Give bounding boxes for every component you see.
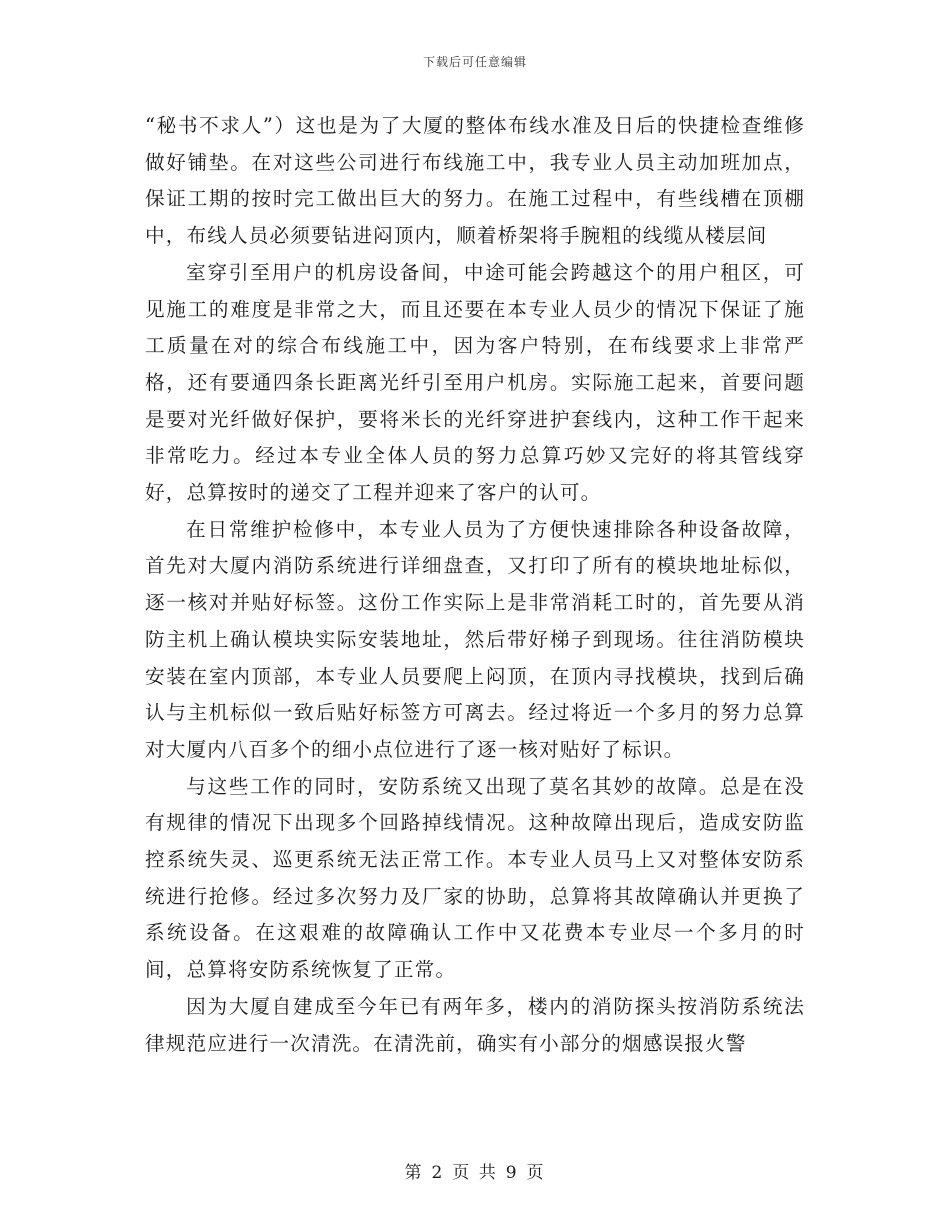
paragraph: “秘书不求人”）这也是为了大厦的整体布线水准及日后的快捷检查维修做好铺垫。在对这些公司进行布线施工中，我专业人员主动加班加点，保证工期的按时完工做出巨大的努力。在施工过程中，有些线槽在顶棚中，布线人员必须要钻进闷顶内，顺着桥架将手腕粗的线缆从楼层间 <box>145 114 805 248</box>
document-body <box>145 108 805 1062</box>
paragraph: 因为大厦自建成至今年已有两年多，楼内的消防探头按消防系统法律规范应进行一次清洗。在清洗前，确实有小部分的烟感误报火警 <box>145 994 805 1055</box>
total-page-count: 9 <box>505 1163 519 1183</box>
footer-prefix: 第 <box>404 1163 424 1183</box>
paragraph: 在日常维护检修中，本专业人员为了方便快速排除各种设备故障，首先对大厦内消防系统进行详细盘查，又打印了所有的模块地址标似，逐一核对并贴好标签。这份工作实际上是非常消耗工时的，首先要从消防主机上确认模块实际安装地址，然后带好梯子到现场。往往消防模块安装在室内顶部，本专业人员要爬上闷顶，在顶内寻找模块，找到后确认与主机标似一致后贴好标签方可离去。经过将近一个多月的努力总算对大厦内八百多个的细小点位进行了逐一核对贴好了标识。 <box>145 517 805 761</box>
paragraph: 室穿引至用户的机房设备间，中途可能会跨越这个的用户租区，可见施工的难度是非常之大，而且还要在本专业人员少的情况下保证了施工质量在对的综合布线施工中，因为客户特别，在布线要求上非常严格，还有要通四条长距离光纤引至用户机房。实际施工起来，首要问题是要对光纤做好保护，要将米长的光纤穿进护套线内，这种工作干起来非常吃力。经过本专业全体人员的努力总算巧妙又完好的将其管线穿好，总算按时的递交了工程并迎来了客户的认可。 <box>145 260 805 505</box>
footer-middle: 页 共 <box>452 1163 498 1183</box>
paragraph: 与这些工作的同时，安防系统又出现了莫名其妙的故障。总是在没有规律的情况下出现多个回路掉线情况。这种故障出现后，造成安防监控系统失灵、巡更系统无法正常工作。本专业人员马上又对整体安防系统进行抢修。经过多次努力及厂家的协助，总算将其故障确认并更换了系统设备。在这艰难的故障确认工作中又花费本专业尽一个多月的时间，总算将安防系统恢复了正常。 <box>145 774 805 982</box>
footer-suffix: 页 <box>526 1163 546 1183</box>
current-page-number: 2 <box>431 1163 445 1183</box>
page-number-footer <box>0 1158 950 1183</box>
page-header: 下载后可任意编辑 <box>422 55 527 69</box>
